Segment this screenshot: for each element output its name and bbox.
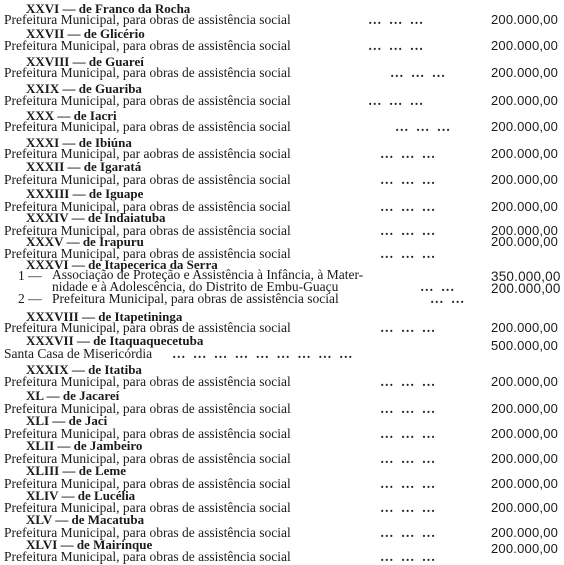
entry-heading: XLIV — de Lucélia (26, 488, 136, 503)
entry-heading: XXXVIII — de Itapetininga (26, 309, 183, 324)
dot-leader: … … … (380, 374, 438, 389)
item-number: 1 — (18, 268, 42, 283)
amount: 200.000,00 (491, 476, 559, 491)
amount: 200.000,00 (491, 146, 559, 161)
item-text: nidade e à Adolescência, do Distrito de Embu-Guaçu (52, 279, 339, 294)
amount: 200.000,00 (491, 93, 559, 108)
dot-leader: … … … (380, 246, 438, 261)
entry-heading: XLIII — de Leme (26, 463, 127, 478)
amount: 200.000,00 (491, 281, 561, 296)
dot-leader: … … … (380, 549, 438, 564)
entry-heading: XLVI — de Mairinque (26, 537, 153, 552)
entry-heading: XLI — de Jaci (26, 413, 108, 428)
amount: 200.000,00 (491, 199, 559, 214)
entry-line: Santa Casa de Misericórdia … … … … … … … … … 500.000,00 (4, 338, 559, 361)
dot-leader: … … … (380, 426, 438, 441)
dot-leader: … … … (380, 476, 438, 491)
amount: 200.000,00 (491, 38, 559, 53)
amount: 200.000,00 (491, 541, 559, 556)
amount: 200.000,00 (491, 12, 559, 27)
dot-leader: … … … (390, 65, 448, 80)
amount: 200.000,00 (491, 223, 559, 238)
entry-line: Prefeitura Municipal, para obras de assistência social … … … 200.000,00 (4, 426, 559, 441)
entry-line: Prefeitura Municipal, para obras de assistência social … … … 200.000,00 (4, 172, 559, 187)
amount: 200.000,00 (491, 500, 559, 515)
amount: 200.000,00 (491, 65, 559, 80)
entry-heading: XXXIV — de Indaiatuba (26, 210, 166, 225)
dot-leader: … … … (380, 525, 438, 540)
entry-heading: XXIX — de Guariba (26, 81, 142, 96)
entry-line: Prefeitura Municipal, para obras de assistência social … … … 200.000,00 (4, 320, 559, 335)
dot-leader: … … … (380, 172, 438, 187)
entry-heading: XXXIII — de Iguape (26, 186, 144, 201)
entry-line: Prefeitura Municipal, para obras de assistência social … … … 200.000,00 (4, 12, 559, 27)
dot-leader: … … … (380, 199, 438, 214)
entry-line: Prefeitura Municipal, par aobras de assistência social … … … 200.000,00 (4, 146, 559, 161)
amount: 500.000,00 (491, 338, 559, 353)
dot-leader: … … … (368, 12, 426, 27)
entry-heading: XXXVI — de Itapecerica da Serra (26, 257, 218, 272)
dot-leader: … … (430, 291, 467, 306)
dot-leader: … … … (380, 451, 438, 466)
entry-heading: XXXV — de Irapuru (26, 234, 144, 249)
entry-heading: XXVII — de Glicério (26, 26, 145, 41)
entry-line: Prefeitura Municipal, para obras de assistência social … … … 200.000,00 (4, 500, 559, 515)
dot-leader: … … … … … … … … … (172, 346, 355, 361)
entry-heading: XXX — de Iacri (26, 108, 117, 123)
dot-leader: … … (420, 279, 457, 294)
item-text: Prefeitura Municipal, para obras de assistência social (52, 291, 339, 306)
entry-heading: XXXVII — de Itaquaquecetuba (26, 333, 204, 348)
amount: 200.000,00 (491, 320, 559, 335)
dot-leader: … … … (395, 119, 453, 134)
entry-line: Prefeitura Municipal, para obras de assistência social … … … 200.000,00 (4, 541, 559, 564)
entry-heading: XLII — de Jambeiro (26, 438, 143, 453)
amount: 200.000,00 (491, 525, 559, 540)
entry-line: Prefeitura Municipal, para obras de assistência social … … … 200.000,00 (4, 65, 559, 80)
entry-line: Prefeitura Municipal, para obras de assistência social … … … 200.000,00 (4, 234, 559, 261)
entry-line: Prefeitura Municipal, para obras de assistência social … … … 200.000,00 (4, 476, 559, 491)
item-number: 2 — (18, 291, 42, 306)
entry-heading: XXXIX — de Itatiba (26, 362, 142, 377)
entry-heading: XXXI — de Ibiúna (26, 135, 132, 150)
entry-line: Prefeitura Municipal, para obras de assistência social … … … 200.000,00 (4, 525, 559, 540)
entry-heading: XLV — de Macatuba (26, 512, 145, 527)
amount: 200.000,00 (491, 172, 559, 187)
entry-heading: XXXII — de Igaratá (26, 159, 142, 174)
entry-line: Prefeitura Municipal, para obras de assistência social … … … 200.000,00 (4, 401, 559, 416)
dot-leader: … … … (380, 401, 438, 416)
entry-heading: XL — de Jacareí (26, 388, 120, 403)
entry-line: Prefeitura Municipal, para obras de assistência social … … … 200.000,00 (4, 38, 559, 53)
dot-leader: … … … (380, 500, 438, 515)
entry-line: Prefeitura Municipal, para obras de assistência social … … … 200.000,00 (4, 119, 559, 134)
entry-heading: XXVI — de Franco da Rocha (26, 1, 191, 16)
entry-line: Prefeitura Municipal, para obras de assistência social … … … 200.000,00 (4, 223, 559, 238)
entry-line: Prefeitura Municipal, para obras de assistência social … … … 200.000,00 (4, 451, 559, 466)
entry-line: Prefeitura Municipal, para obras de assistência social … … … 200.000,00 (4, 93, 559, 108)
dot-leader: … … … (368, 38, 426, 53)
amount: 200.000,00 (491, 401, 559, 416)
amount: 200.000,00 (491, 374, 559, 389)
entry-line: Prefeitura Municipal, para obras de assistência social … … … 200.000,00 (4, 199, 559, 214)
entry-line: Prefeitura Municipal, para obras de assistência social … … … 200.000,00 (4, 374, 559, 389)
amount: 200.000,00 (491, 426, 559, 441)
entry-heading: XXVIII — de Guareí (26, 54, 144, 69)
dot-leader: … … … (368, 93, 426, 108)
item-text: Associação de Proteção e Assistência à Infância, à Mater- (52, 267, 364, 282)
amount: 350.000,00 (491, 269, 561, 284)
amount: 200.000,00 (491, 451, 559, 466)
dot-leader: … … … (380, 320, 438, 335)
amount: 200.000,00 (491, 119, 559, 134)
dot-leader: … … … (380, 146, 438, 161)
amount: 200.000,00 (491, 234, 559, 249)
dot-leader: … … … (380, 223, 438, 238)
